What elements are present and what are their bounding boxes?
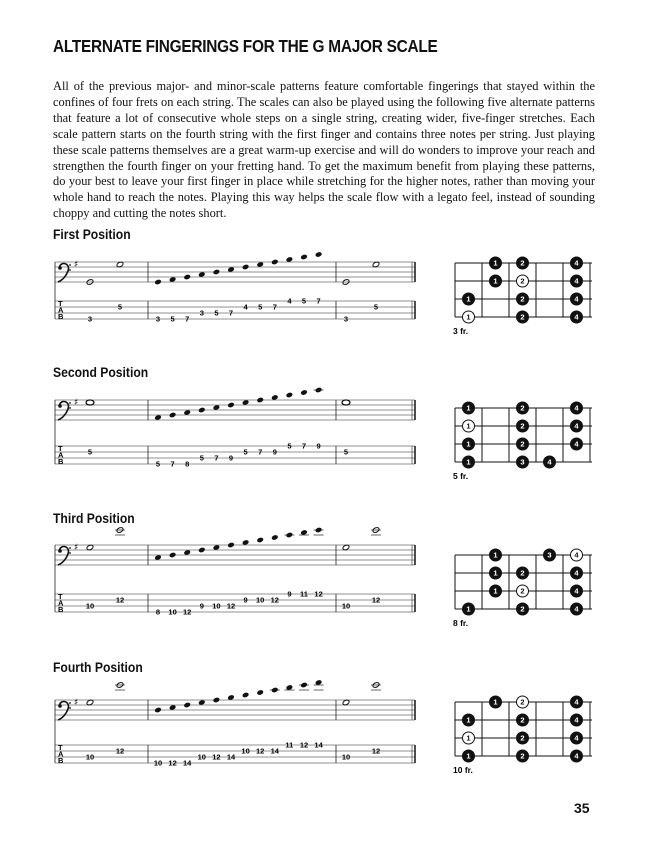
finger-number: 1 bbox=[466, 457, 471, 467]
finger-number: 2 bbox=[520, 604, 525, 614]
tab-fret-number: 4 bbox=[243, 302, 248, 312]
finger-number: 4 bbox=[547, 457, 552, 467]
note-head bbox=[315, 387, 323, 393]
tab-fret-number: 10 bbox=[212, 601, 221, 611]
tab-fret-number: 10 bbox=[341, 601, 351, 611]
fret-position-label: 3 fr. bbox=[453, 326, 469, 336]
finger-number: 4 bbox=[574, 439, 579, 449]
tab-fret-number: 12 bbox=[212, 752, 221, 762]
note-head bbox=[183, 274, 191, 280]
bass-clef-icon bbox=[58, 264, 71, 283]
tab-fret-number: 5 bbox=[243, 447, 248, 457]
tab-fret-number: 12 bbox=[115, 746, 125, 756]
tab-fret-number: 3 bbox=[155, 314, 161, 324]
tab-fret-number: 11 bbox=[285, 740, 294, 750]
section-heading-second-position: Second Position bbox=[53, 365, 149, 380]
key-signature-sharp: ♯ bbox=[74, 543, 79, 553]
note-head bbox=[286, 532, 294, 538]
tab-clef-letter: A bbox=[58, 305, 64, 315]
tab-fret-number: 10 bbox=[241, 746, 250, 756]
clef-dot bbox=[69, 702, 71, 704]
tab-clef-letter: T bbox=[58, 444, 63, 453]
clef-head bbox=[58, 549, 62, 553]
finger-number: 1 bbox=[493, 568, 498, 578]
finger-number: 2 bbox=[520, 276, 525, 286]
tab-fret-number: 10 bbox=[85, 752, 95, 762]
note-head bbox=[198, 407, 206, 413]
note-head bbox=[315, 527, 323, 533]
note-head bbox=[227, 402, 235, 408]
note-head bbox=[271, 259, 279, 265]
fret-position-label: 5 fr. bbox=[453, 471, 469, 481]
tab-fret-number: 11 bbox=[300, 589, 308, 599]
finger-number: 1 bbox=[466, 421, 471, 431]
fret-position-label: 8 fr. bbox=[453, 618, 469, 628]
tab-fret-number: 9 bbox=[316, 441, 321, 451]
finger-number: 1 bbox=[493, 258, 498, 268]
fretboard-diagram bbox=[453, 257, 592, 336]
finger-number: 2 bbox=[520, 421, 525, 431]
finger-number: 2 bbox=[520, 568, 525, 578]
finger-number: 1 bbox=[466, 403, 471, 413]
tab-fret-number: 12 bbox=[226, 601, 236, 611]
tab-fret-number: 3 bbox=[199, 308, 204, 318]
tab-fret-number: 14 bbox=[270, 746, 279, 756]
tab-fret-number: 14 bbox=[183, 758, 192, 768]
position-example bbox=[55, 387, 592, 481]
tab-fret-number: 5 bbox=[155, 459, 161, 469]
finger-number: 1 bbox=[466, 733, 471, 743]
note-head bbox=[271, 687, 279, 693]
finger-number: 4 bbox=[574, 715, 579, 725]
tab-fret-number: 7 bbox=[258, 447, 263, 457]
note-head bbox=[300, 682, 308, 688]
tab-fret-number: 4 bbox=[287, 296, 292, 306]
tab-clef-letter: T bbox=[58, 743, 63, 752]
tab-fret-number: 10 bbox=[168, 607, 177, 617]
tab-clef-letter: B bbox=[58, 756, 64, 765]
tab-fret-number: 9 bbox=[243, 595, 248, 605]
tab-fret-number: 5 bbox=[117, 302, 123, 312]
bass-clef-icon bbox=[58, 547, 71, 566]
whole-note bbox=[86, 400, 94, 405]
note-head bbox=[227, 542, 235, 548]
section-heading-first-position: First Position bbox=[53, 227, 131, 242]
tab-fret-number: 12 bbox=[115, 595, 125, 605]
tab-fret-number: 9 bbox=[272, 447, 277, 457]
note-head bbox=[300, 389, 308, 395]
finger-number: 1 bbox=[493, 586, 498, 596]
clef-dot bbox=[69, 552, 71, 554]
tab-fret-number: 12 bbox=[299, 740, 309, 750]
clef-dot bbox=[69, 264, 71, 266]
finger-number: 4 bbox=[574, 751, 579, 761]
tab-fret-number: 7 bbox=[272, 302, 277, 312]
finger-number: 4 bbox=[574, 568, 579, 578]
note-head bbox=[242, 264, 250, 270]
tab-fret-number: 5 bbox=[287, 441, 292, 451]
finger-number: 2 bbox=[520, 439, 525, 449]
finger-number: 1 bbox=[466, 604, 471, 614]
page-title: ALTERNATE FINGERINGS FOR THE G MAJOR SCALE bbox=[53, 36, 438, 56]
tab-fret-number: 7 bbox=[214, 453, 219, 463]
clef-head bbox=[58, 404, 62, 408]
tab-fret-number: 5 bbox=[373, 302, 379, 312]
clef-dot bbox=[69, 707, 71, 709]
note-head bbox=[183, 702, 191, 708]
tab-fret-number: 8 bbox=[155, 607, 161, 617]
finger-number: 4 bbox=[574, 403, 579, 413]
finger-number: 2 bbox=[520, 733, 525, 743]
finger-number: 4 bbox=[574, 550, 579, 560]
tab-clef-letter: A bbox=[58, 450, 64, 460]
key-signature-sharp: ♯ bbox=[74, 698, 79, 708]
tab-fret-number: 12 bbox=[371, 595, 381, 605]
note-head bbox=[315, 251, 323, 257]
tab-fret-number: 5 bbox=[343, 447, 349, 457]
clef-dot bbox=[69, 547, 71, 549]
finger-number: 2 bbox=[520, 312, 525, 322]
finger-number: 2 bbox=[520, 403, 525, 413]
fretboard-diagram bbox=[453, 696, 592, 775]
finger-number: 2 bbox=[520, 715, 525, 725]
tab-fret-number: 9 bbox=[287, 589, 292, 599]
tab-fret-number: 5 bbox=[214, 308, 219, 318]
key-signature-sharp: ♯ bbox=[74, 398, 79, 408]
note-head bbox=[154, 279, 162, 285]
tab-fret-number: 10 bbox=[197, 752, 206, 762]
finger-number: 2 bbox=[520, 697, 525, 707]
finger-number: 4 bbox=[574, 604, 579, 614]
finger-number: 4 bbox=[574, 697, 579, 707]
tab-fret-number: 12 bbox=[314, 589, 323, 599]
fretboard-diagram bbox=[453, 402, 592, 481]
tab-fret-number: 9 bbox=[228, 453, 234, 463]
tab-fret-number: 10 bbox=[153, 758, 163, 768]
tab-clef-letter: T bbox=[58, 592, 63, 601]
tab-fret-number: 14 bbox=[226, 752, 236, 762]
position-example bbox=[55, 251, 592, 336]
note-head bbox=[271, 534, 279, 540]
tab-fret-number: 10 bbox=[341, 752, 351, 762]
finger-number: 2 bbox=[520, 258, 525, 268]
tab-clef-letter: T bbox=[58, 299, 63, 308]
tab-fret-number: 12 bbox=[371, 746, 381, 756]
tab-fret-number: 12 bbox=[168, 758, 177, 768]
finger-number: 2 bbox=[520, 751, 525, 761]
note-head bbox=[300, 254, 308, 260]
tab-fret-number: 12 bbox=[256, 746, 265, 756]
tab-clef-letter: B bbox=[58, 605, 64, 614]
tab-fret-number: 5 bbox=[301, 296, 307, 306]
finger-number: 1 bbox=[466, 294, 471, 304]
clef-dot bbox=[69, 407, 71, 409]
finger-number: 4 bbox=[574, 586, 579, 596]
tab-clef-letter: B bbox=[58, 457, 64, 466]
finger-number: 4 bbox=[574, 421, 579, 431]
clef-head bbox=[58, 704, 62, 708]
tab-fret-number: 9 bbox=[199, 601, 204, 611]
tab-fret-number: 7 bbox=[170, 459, 175, 469]
intro-paragraph: All of the previous major- and minor-scale patterns feature comfortable fingerings that stayed within the confines of four frets on each string. The scales can also be played using the following five alternate patterns that feature a lot of consecutive whole steps on a single string, creating wider, five-finger stretches. Each scale pattern starts on the fourth string with the first finger and contains three notes per string. Just playing these scale patterns themselves are a great warm-up exercise and will do wonders to improve your reach and strengthen the fourth finger on your fretting hand. To get the maximum benefit from playing these patterns, do your best to leave your first finger in place while stretching for the higher notes, rather than moving your whole hand to reach the notes. Playing this way helps the scale flow with a legato feel, instead of sounding choppy and cutting the notes short. bbox=[53, 79, 595, 221]
tab-clef-letter: A bbox=[58, 749, 64, 759]
tab-fret-number: 14 bbox=[314, 740, 323, 750]
fret-position-label: 10 fr. bbox=[453, 765, 473, 775]
finger-number: 2 bbox=[520, 586, 525, 596]
whole-note bbox=[342, 400, 350, 405]
finger-number: 1 bbox=[466, 751, 471, 761]
finger-number: 1 bbox=[493, 550, 498, 560]
finger-number: 4 bbox=[574, 258, 579, 268]
clef-head bbox=[58, 266, 62, 270]
note-head bbox=[256, 397, 264, 403]
clef-dot bbox=[69, 269, 71, 271]
page-number: 35 bbox=[574, 800, 590, 816]
bass-clef-icon bbox=[58, 402, 71, 421]
finger-number: 2 bbox=[520, 294, 525, 304]
note-head bbox=[154, 707, 162, 713]
tab-fret-number: 8 bbox=[185, 459, 190, 469]
finger-number: 1 bbox=[493, 276, 498, 286]
key-signature-sharp: ♯ bbox=[74, 260, 79, 270]
tab-fret-number: 5 bbox=[258, 302, 263, 312]
note-head bbox=[256, 689, 264, 695]
note-head bbox=[256, 537, 264, 543]
finger-number: 1 bbox=[466, 439, 471, 449]
finger-number: 1 bbox=[493, 697, 498, 707]
tab-fret-number: 12 bbox=[270, 595, 279, 605]
tab-fret-number: 5 bbox=[87, 447, 93, 457]
note-head bbox=[198, 547, 206, 553]
tab-clef-letter: A bbox=[58, 598, 64, 608]
finger-number: 3 bbox=[520, 457, 525, 467]
finger-number: 4 bbox=[574, 294, 579, 304]
tab-fret-number: 10 bbox=[256, 595, 265, 605]
tab-clef-letter: B bbox=[58, 312, 64, 321]
finger-number: 4 bbox=[574, 276, 579, 286]
clef-dot bbox=[69, 402, 71, 404]
tab-fret-number: 7 bbox=[316, 296, 321, 306]
note-head bbox=[242, 692, 250, 698]
fretboard-diagram bbox=[453, 549, 592, 628]
note-head bbox=[169, 412, 177, 418]
tab-fret-number: 3 bbox=[343, 314, 349, 324]
finger-number: 4 bbox=[574, 312, 579, 322]
note-head bbox=[286, 392, 294, 398]
tab-fret-number: 5 bbox=[199, 453, 204, 463]
tab-fret-number: 7 bbox=[301, 441, 307, 451]
tab-fret-number: 12 bbox=[183, 607, 192, 617]
finger-number: 1 bbox=[466, 715, 471, 725]
section-heading-fourth-position: Fourth Position bbox=[53, 660, 143, 675]
note-head bbox=[213, 697, 221, 703]
tab-fret-number: 7 bbox=[185, 314, 190, 324]
tab-fret-number: 10 bbox=[85, 601, 95, 611]
note-head bbox=[213, 269, 221, 275]
tab-fret-number: 3 bbox=[87, 314, 93, 324]
section-heading-third-position: Third Position bbox=[53, 511, 135, 526]
position-example bbox=[55, 527, 592, 628]
finger-number: 3 bbox=[547, 550, 552, 560]
tab-fret-number: 5 bbox=[170, 314, 175, 324]
bass-clef-icon bbox=[58, 702, 71, 721]
finger-number: 1 bbox=[466, 312, 471, 322]
position-example bbox=[55, 679, 592, 775]
tab-fret-number: 7 bbox=[228, 308, 234, 318]
finger-number: 4 bbox=[574, 733, 579, 743]
note-head bbox=[169, 552, 177, 558]
